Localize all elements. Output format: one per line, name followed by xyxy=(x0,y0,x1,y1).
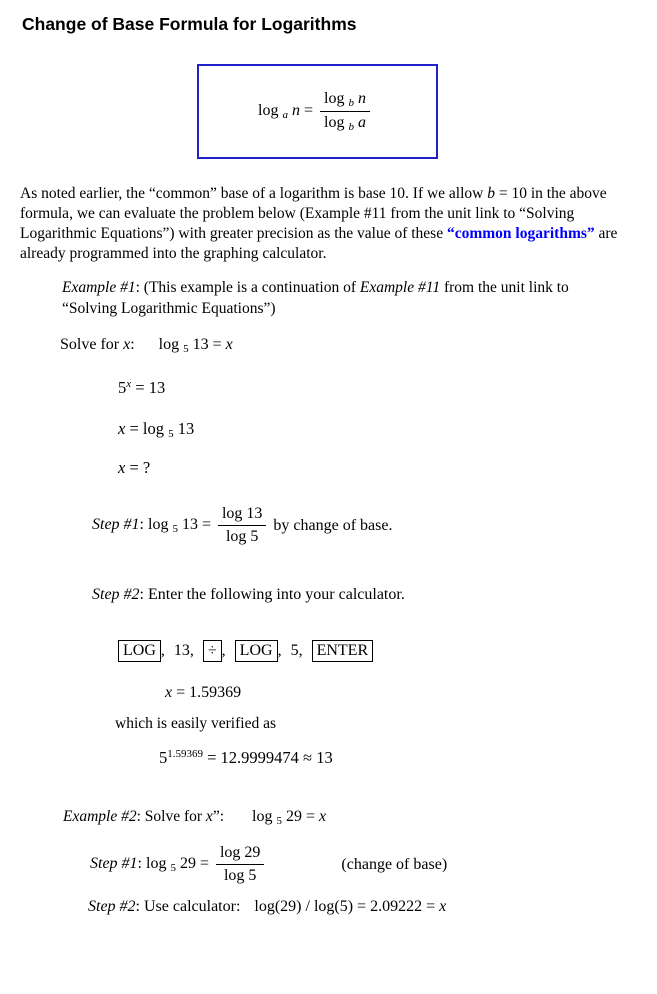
example2-step1-fraction xyxy=(216,844,264,885)
text-token: Step #1 xyxy=(92,516,140,533)
page-title: Change of Base Formula for Logarithms xyxy=(22,14,357,34)
example1-solve-line xyxy=(60,336,657,355)
text-token: x xyxy=(118,458,126,477)
text-token: Example #11 xyxy=(359,279,441,296)
text-token: : Use calculator: xyxy=(135,898,241,915)
formula-fraction-denominator xyxy=(320,111,370,133)
comma-3: , xyxy=(277,642,282,659)
text-token: log xyxy=(324,90,349,107)
text-token: Step #2 xyxy=(88,898,136,915)
text-token: x xyxy=(165,684,173,701)
text-token: Solve for xyxy=(60,336,124,353)
text-token: n xyxy=(357,90,366,107)
text-token: Step #2 xyxy=(92,586,140,603)
text-token: from the unit link to “Solving Logarithmic Equations”) xyxy=(62,279,569,317)
text-token: Example #1 xyxy=(62,279,136,296)
text-token: log xyxy=(252,808,277,825)
verify-text: which is easily verified as xyxy=(115,715,276,732)
text-token: 5 xyxy=(183,343,189,355)
text-token: = 1.59369 xyxy=(172,684,242,701)
document-page xyxy=(0,14,657,994)
text-token: : (This example is a continuation of xyxy=(135,279,360,296)
text-token: n xyxy=(291,102,300,119)
text-token: a xyxy=(357,114,366,131)
example1-step1-numerator xyxy=(218,505,266,525)
operand-5: 5, xyxy=(290,642,303,659)
formula-lhs xyxy=(258,102,313,121)
text-token: b xyxy=(348,121,354,133)
text-token: x xyxy=(225,336,233,353)
example1-step1-line xyxy=(92,505,657,546)
text-token: : Enter the following into your calculator. xyxy=(139,586,405,603)
text-token: 5 xyxy=(172,523,178,535)
formula-fraction-numerator xyxy=(320,90,370,111)
text-token: x xyxy=(118,419,126,438)
example1-step2-line xyxy=(92,586,657,604)
change-of-base-formula-box xyxy=(197,64,438,159)
comma-1: , xyxy=(160,642,165,659)
text-token: 29 = xyxy=(281,808,319,825)
text-token: are already programmed into the graphing calculator. xyxy=(20,225,618,262)
solve-for-x-label xyxy=(60,336,135,353)
example1-verification-equation xyxy=(159,748,657,768)
divide-key: ÷ xyxy=(203,640,222,662)
example2-step1-line xyxy=(90,844,657,885)
text-token: 1.59369 xyxy=(167,748,203,760)
example2-heading xyxy=(63,808,224,825)
text-token: log xyxy=(258,102,283,119)
operand-13: 13, xyxy=(173,642,194,659)
text-token: x xyxy=(126,378,132,390)
example2-step1-numerator xyxy=(216,844,264,864)
example2-given-equation xyxy=(252,808,326,825)
text-token: x xyxy=(318,808,327,825)
example1-equation-step-2 xyxy=(118,419,657,440)
formula-equation xyxy=(258,90,377,133)
intro-paragraph xyxy=(20,184,644,264)
change-of-base-note: (change of base) xyxy=(341,855,448,873)
example2-step1-denominator xyxy=(216,864,264,885)
text-token: = xyxy=(299,102,314,119)
text-token: : xyxy=(130,336,135,353)
text-token: = 13 xyxy=(131,378,166,397)
text-token: 5 xyxy=(159,748,168,767)
text-token: 13 xyxy=(173,419,195,438)
text-token: : Solve for xyxy=(136,808,206,825)
example2-step2-line xyxy=(88,898,657,916)
text-token: b xyxy=(487,185,495,202)
text-token: Step #1 xyxy=(90,855,138,872)
example1-equation-step-3 xyxy=(118,458,657,478)
text-token: 5 xyxy=(168,428,174,440)
text-token: = 10 in the above formula, we can evaluate the problem below (Example #11 from the unit link to “Solving Logarithmic Equations”) with greater precision as the value of these xyxy=(20,185,607,242)
text-token: x xyxy=(439,898,447,915)
text-token: 5 xyxy=(276,815,282,827)
text-token: ”: xyxy=(212,808,224,825)
text-token: 5 xyxy=(118,378,127,397)
example2-heading-line xyxy=(63,808,657,827)
text-token: by change of base. xyxy=(273,516,393,534)
common-logarithms-link[interactable]: “common logarithms” xyxy=(446,225,595,242)
text-token: 13 = xyxy=(177,516,211,533)
formula-fraction xyxy=(320,90,370,133)
text-token: log 13 xyxy=(221,505,263,522)
example1-result xyxy=(165,684,657,702)
text-token: log(29) / log(5) = 2.09222 = xyxy=(254,898,440,915)
comma-2: , xyxy=(221,642,226,659)
example2-step2-equation xyxy=(254,898,446,915)
text-token: log xyxy=(158,336,184,353)
text-token: = ? xyxy=(125,458,151,477)
text-token: x xyxy=(205,808,213,825)
log-key-1: LOG xyxy=(118,640,161,662)
text-token: 29 = xyxy=(175,855,209,872)
calculator-key-sequence xyxy=(118,640,657,662)
example1-equation-step-1 xyxy=(118,378,657,398)
text-token: log 29 xyxy=(219,844,261,861)
example1-heading xyxy=(62,277,610,319)
log-key-2: LOG xyxy=(235,640,278,662)
example1-step1-fraction xyxy=(218,505,266,546)
text-token: : log xyxy=(139,516,173,533)
enter-key: ENTER xyxy=(312,640,374,662)
text-token: log xyxy=(324,114,349,131)
example2-step2-label xyxy=(88,898,240,915)
text-token: b xyxy=(348,97,354,109)
text-token: log 5 xyxy=(223,867,257,884)
text-token: = log xyxy=(125,419,169,438)
text-token: log 5 xyxy=(225,528,259,545)
text-token: 13 = xyxy=(188,336,226,353)
text-token: = 12.9999474 ≈ 13 xyxy=(203,748,333,767)
text-token: As noted earlier, the “common” base of a logarithm is base 10. If we allow xyxy=(20,185,488,202)
text-token: : log xyxy=(137,855,171,872)
text-token: Example #2 xyxy=(63,808,137,825)
example1-step1-note xyxy=(273,517,392,535)
example2-step1-lhs xyxy=(90,855,209,874)
text-token: a xyxy=(282,109,288,121)
example1-step1-lhs xyxy=(92,516,211,535)
example1-given-equation xyxy=(159,336,233,353)
text-token: 5 xyxy=(170,862,176,874)
example1-step1-denominator xyxy=(218,525,266,546)
text-token: x xyxy=(123,336,131,353)
